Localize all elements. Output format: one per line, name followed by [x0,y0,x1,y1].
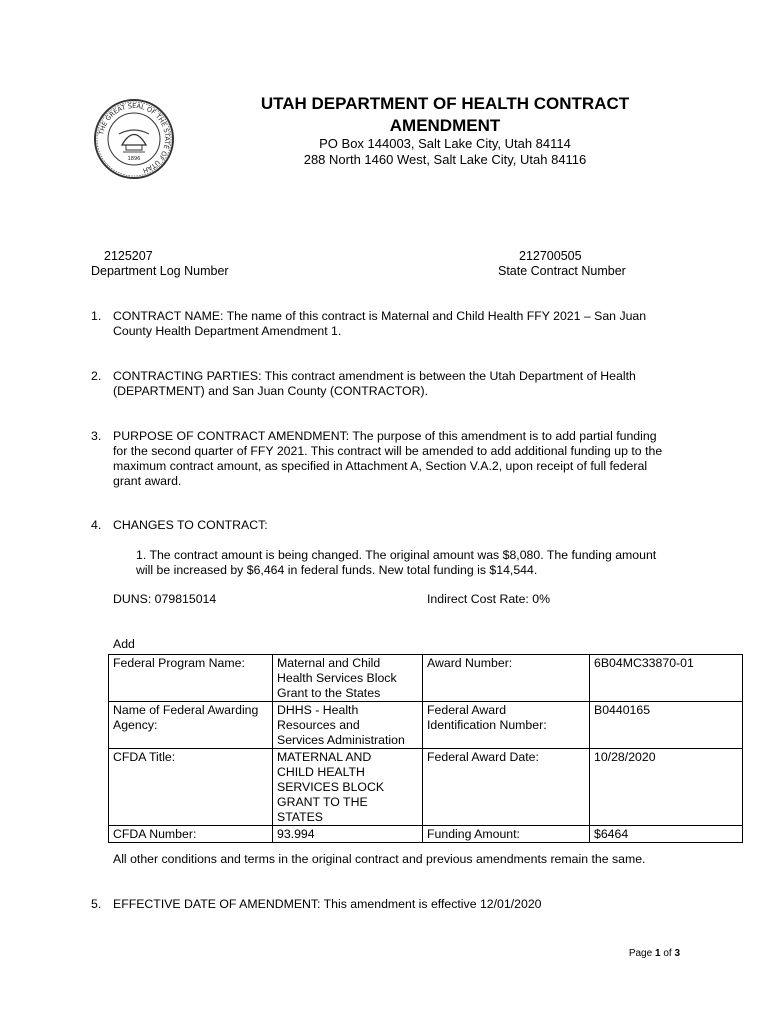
table-cell: 10/28/2020 [590,749,743,826]
add-label: Add [113,637,135,651]
section-4-number: 4. [91,518,102,532]
table-cell: MATERNAL AND CHILD HEALTH SERVICES BLOCK GRANT TO THE STATES [273,749,423,826]
document-title: UTAH DEPARTMENT OF HEALTH CONTRACT AMENDMENT [260,94,630,135]
log-number: 2125207 [104,249,153,263]
table-cell: $6464 [590,826,743,843]
indirect-cost-rate: Indirect Cost Rate: 0% [427,592,551,606]
table-cell: DHHS - Health Resources and Services Administration [273,702,423,749]
table-cell: Federal Award Identification Number: [423,702,590,749]
section-1-number: 1. [91,309,102,323]
address-line-1: PO Box 144003, Salt Lake City, Utah 84114 [319,136,571,151]
table-cell: Maternal and Child Health Services Block Grant to the States [273,655,423,702]
table-cell: CFDA Number: [109,826,273,843]
table-row [109,826,743,843]
section-5-number: 5. [91,897,102,911]
svg-text:THE GREAT SEAL OF THE STATE OF: THE GREAT SEAL OF THE STATE OF UTAH [97,101,172,175]
table-cell: 6B04MC33870-01 [590,655,743,702]
table-cell: CFDA Title: [109,749,273,826]
section-5-text: EFFECTIVE DATE OF AMENDMENT: This amendment is effective 12/01/2020 [113,897,542,911]
address-line-2: 288 North 1460 West, Salt Lake City, Utah 84116 [303,152,587,167]
contract-number: 212700505 [519,249,582,263]
table-cell: Award Number: [423,655,590,702]
closing-statement: All other conditions and terms in the original contract and previous amendments remain the same. [113,852,646,866]
section-1-text: CONTRACT NAME: The name of this contract is Maternal and Child Health FFY 2021 – San Juan County Health Department Amendment 1. [113,309,647,338]
table-cell: B0440165 [590,702,743,749]
state-seal-logo [93,98,175,180]
table-cell: Federal Award Date: [423,749,590,826]
table-cell: Federal Program Name: [109,655,273,702]
table-row [109,655,743,702]
contract-number-label: State Contract Number [498,264,626,278]
table-cell: Name of Federal Awarding Agency: [109,702,273,749]
section-4-heading: CHANGES TO CONTRACT: [113,518,268,532]
page-indicator: Page 1 of 3 [628,948,680,959]
section-3-text: PURPOSE OF CONTRACT AMENDMENT: The purpose of this amendment is to add partial funding for the second quarter of FFY 2021. This contract will be amended to add additional funding up to the maximum contract amount, as specified in Attachment A, Section V.A.2, upon receipt of full federal grant award. [113,429,663,488]
section-2-text: CONTRACTING PARTIES: This contract amendment is between the Utah Department of Health (DEPARTMENT) and San Juan County (CONTRACTOR). [113,369,636,398]
table-row [109,749,743,826]
log-number-label: Department Log Number [91,264,229,278]
table-cell: 93.994 [273,826,423,843]
section-2-number: 2. [91,369,102,383]
table-cell: Funding Amount: [423,826,590,843]
seal-year: 1896 [127,156,141,162]
section-3-number: 3. [91,429,102,443]
federal-award-table [108,654,743,843]
duns-number: DUNS: 079815014 [113,592,217,606]
change-description: 1. The contract amount is being changed. The original amount was $8,080. The funding amount will be increased by $6,464 in federal funds. New total funding is $14,544. [136,548,657,577]
table-row [109,702,743,749]
